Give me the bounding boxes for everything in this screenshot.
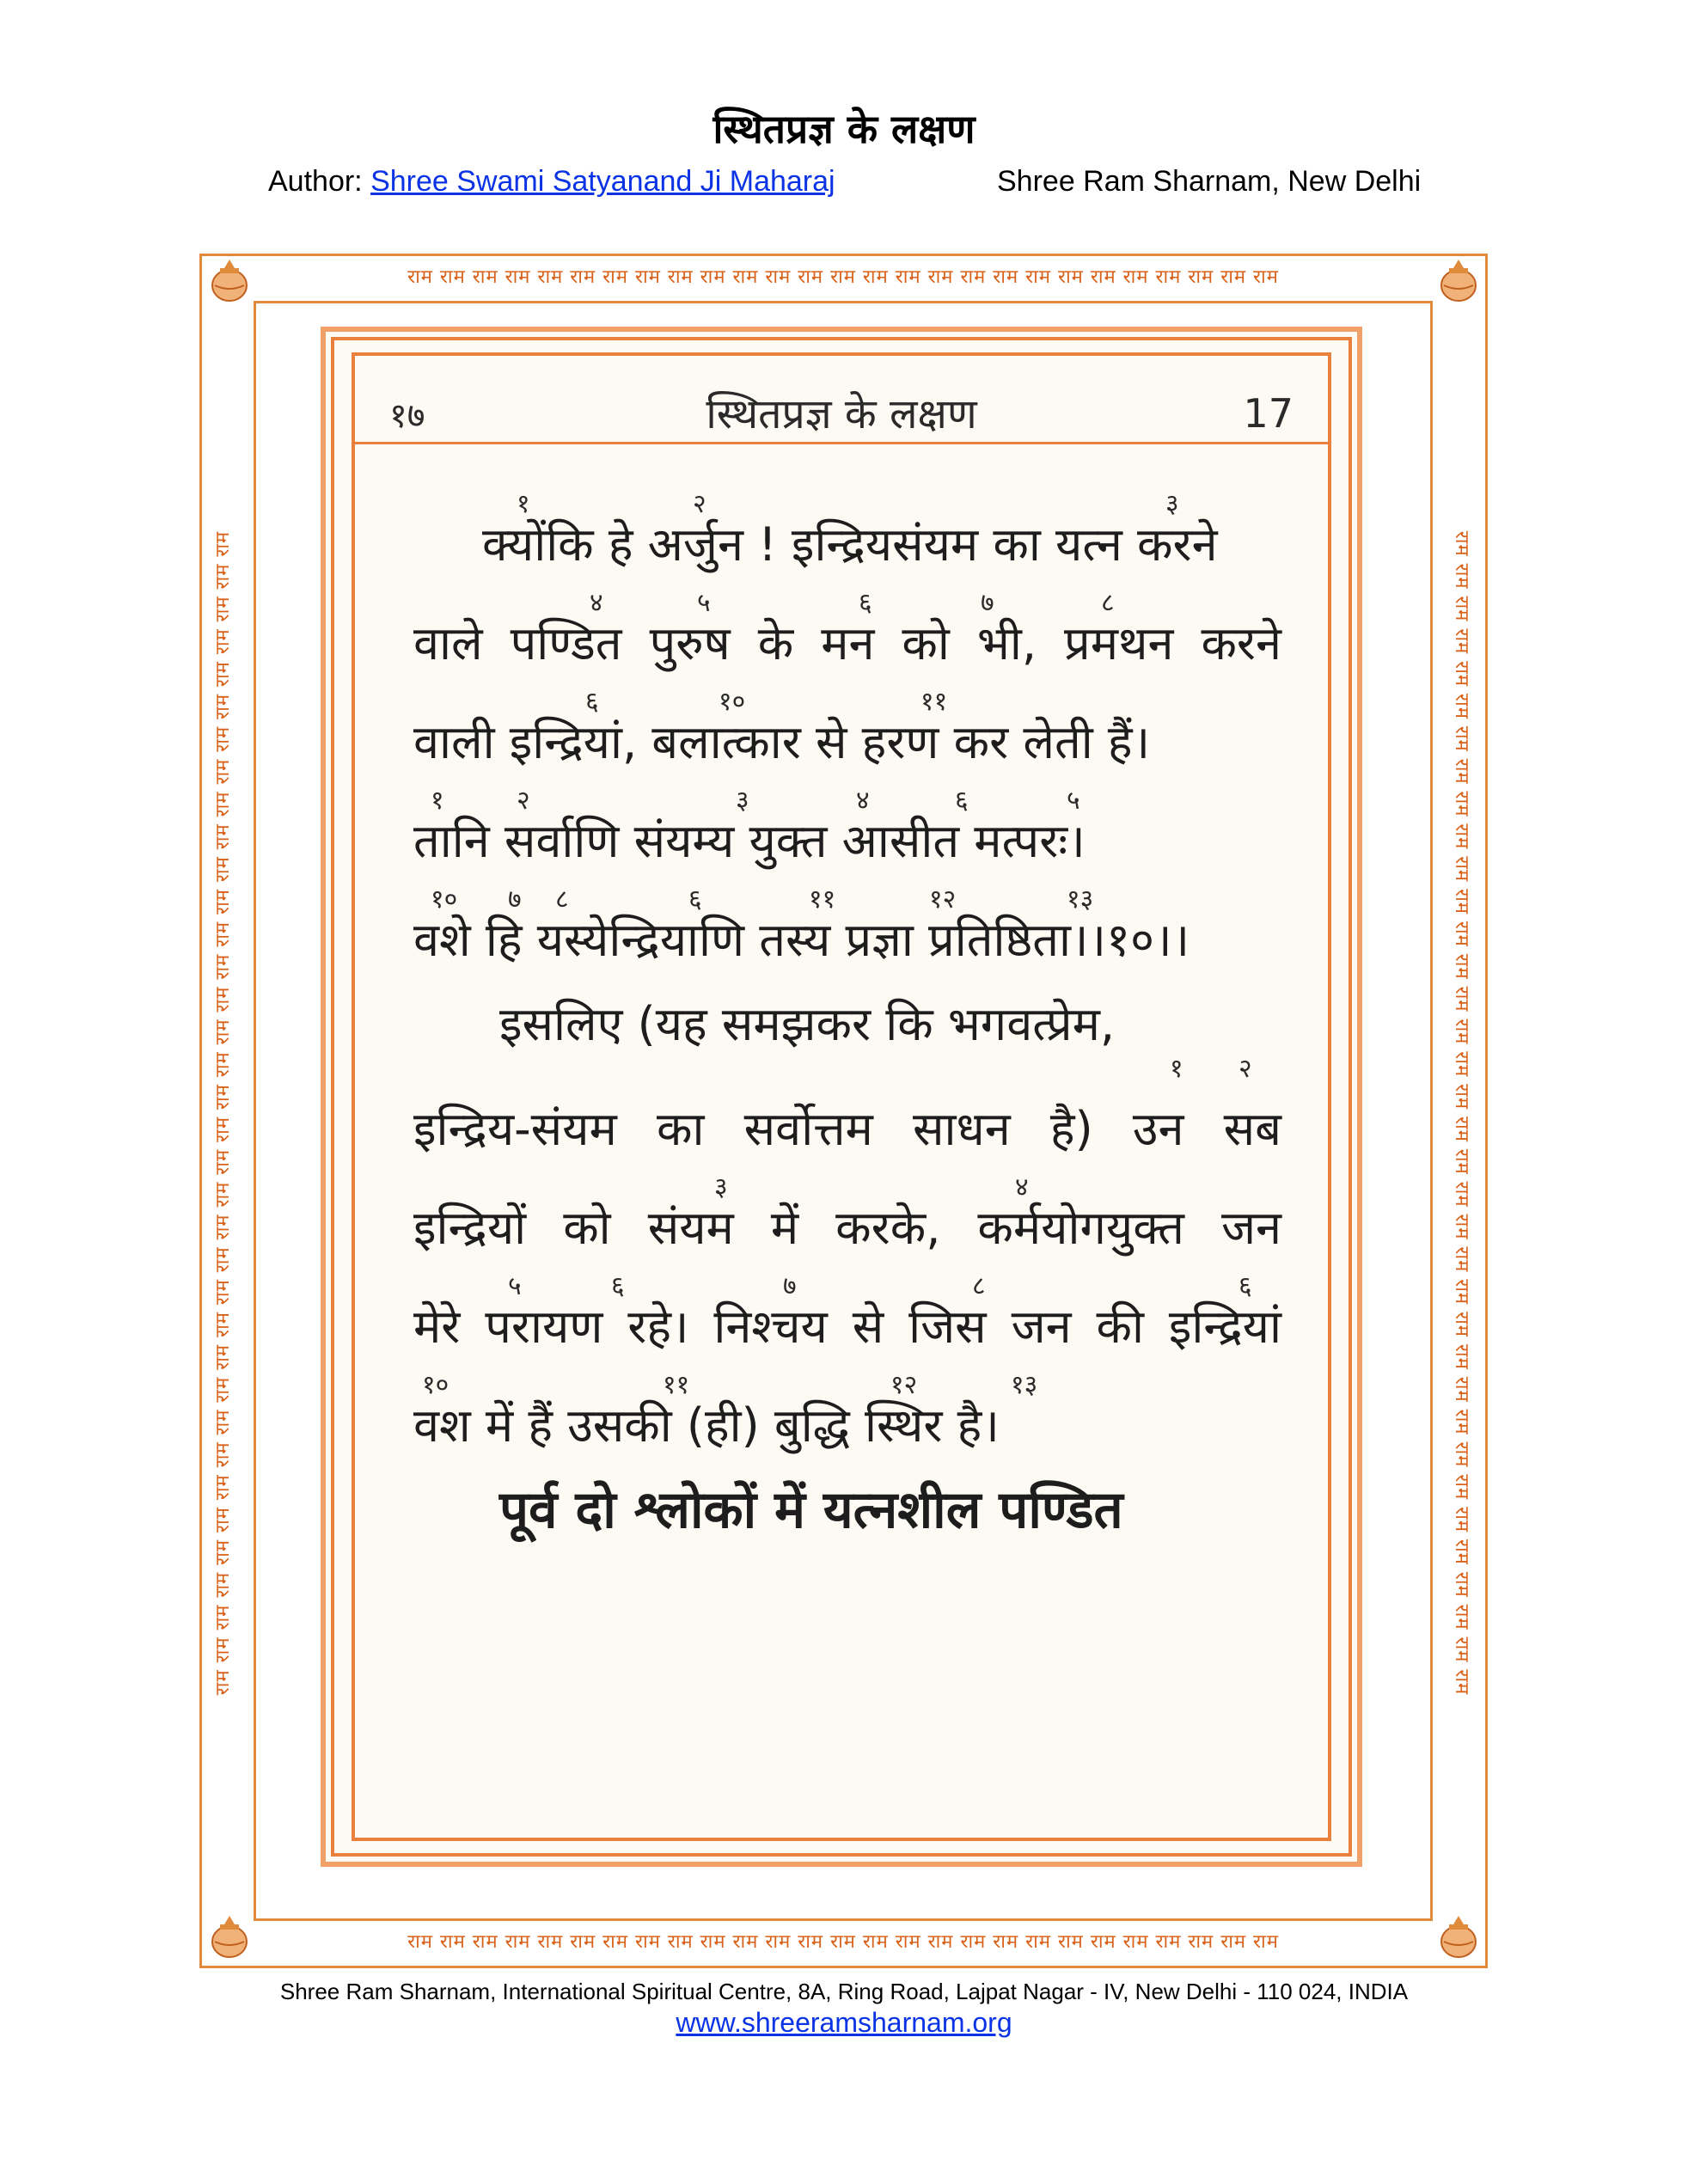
word-number: ६ <box>859 588 872 618</box>
author-link[interactable]: Shree Swami Satyanand Ji Maharaj <box>370 165 835 198</box>
verse-line <box>413 485 1281 570</box>
word-number: १२ <box>890 1370 918 1400</box>
ram-border-right: राम राम राम राम राम राम राम राम राम राम राम राम राम राम राम राम राम राम राम राम राम राम राम राम राम राम राम राम राम राम राम राम राम राम राम राम <box>1451 530 1472 1696</box>
word-number: १० <box>422 1370 450 1400</box>
word-number: १३ <box>1067 884 1094 915</box>
organization-label: Shree Ram Sharnam, New Delhi <box>997 165 1422 198</box>
verse-line <box>413 1482 1281 1539</box>
verse-text: क्योंकि हे अर्जुन ! इन्द्रियसंयम का यत्न करने <box>482 517 1218 572</box>
ram-border-bottom: राम राम राम राम राम राम राम राम राम राम राम राम राम राम राम राम राम राम राम राम राम राम राम राम राम राम राम <box>407 1931 1279 1953</box>
word-number: १ <box>517 489 530 519</box>
book-page-title: स्थितप्रज्ञ के लक्षण <box>706 390 977 438</box>
word-number-row <box>413 880 1281 915</box>
word-number-row <box>413 1267 1281 1301</box>
author-line <box>268 165 835 199</box>
verse-text: वाले पण्डित पुरुष के मन को भी, प्रमथन करने <box>413 616 1281 670</box>
word-number: ८ <box>555 884 569 915</box>
word-number: ३ <box>714 1172 728 1202</box>
verse-line <box>413 999 1281 1084</box>
verse-line <box>413 584 1281 669</box>
word-number: ११ <box>809 884 836 915</box>
verse-line <box>413 1267 1281 1352</box>
word-number: ३ <box>1165 489 1179 519</box>
word-number: ११ <box>920 687 948 717</box>
book-page-scan <box>321 327 1362 1867</box>
word-number: ६ <box>585 687 599 717</box>
word-number: ७ <box>981 588 994 618</box>
book-page-number-hindi: १७ <box>389 396 425 436</box>
footer-address: Shree Ram Sharnam, International Spiritual Centre, 8A, Ring Road, Lajpat Nagar - IV, New Delhi - 110 024, INDIA <box>279 1979 1409 2004</box>
word-number: १० <box>719 687 746 717</box>
word-number-row <box>413 485 1281 519</box>
book-page-number: 17 <box>1243 390 1294 437</box>
word-number-row <box>413 682 1281 717</box>
word-number: १३ <box>1011 1370 1038 1400</box>
word-number-row <box>413 1366 1281 1400</box>
verse-text: मेरे परायण रहे। निश्चय से जिस जन की इन्द्रियां <box>413 1300 1281 1354</box>
word-number: ५ <box>508 1271 522 1301</box>
word-number: १ <box>1170 1054 1183 1085</box>
word-number-row <box>413 1049 1281 1084</box>
verse-text: इसलिए (यह समझकर कि भगवत्प्रेम, <box>499 997 1116 1051</box>
book-page-inner-border <box>352 352 1331 1841</box>
word-number: २ <box>517 786 530 816</box>
word-number: ६ <box>688 884 702 915</box>
word-number: ५ <box>1067 786 1080 816</box>
verse-line <box>413 1168 1281 1253</box>
kalash-pot-icon <box>1434 256 1483 306</box>
word-number: १२ <box>929 884 957 915</box>
word-number: ४ <box>1015 1172 1029 1202</box>
word-number-row <box>413 1168 1281 1202</box>
website-link[interactable]: www.shreeramsharnam.org <box>676 2007 1012 2038</box>
verse-text: पूर्व दो श्लोकों में यत्नशील पण्डित <box>499 1480 1123 1540</box>
word-number: ८ <box>1101 588 1115 618</box>
word-number: २ <box>693 489 706 519</box>
kalash-pot-icon <box>205 1912 254 1962</box>
verse-text: वश में हैं उसकी (ही) बुद्धि स्थिर है। <box>413 1398 1000 1453</box>
verse-text: इन्द्रियों को संयम में करके, कर्मयोगयुक्त जन <box>413 1201 1281 1255</box>
author-prefix: Author: <box>268 165 371 198</box>
verse-line <box>413 1104 1281 1154</box>
ram-border-left: राम राम राम राम राम राम राम राम राम राम राम राम राम राम राम राम राम राम राम राम राम राम राम राम राम राम राम राम राम राम राम राम राम राम राम राम <box>212 530 234 1696</box>
word-number: ६ <box>611 1271 625 1301</box>
word-number-row <box>413 584 1281 618</box>
word-number: ४ <box>590 588 603 618</box>
word-number: ६ <box>1238 1271 1252 1301</box>
word-number: ५ <box>697 588 711 618</box>
verse-text: इन्द्रिय-संयम का सर्वोत्तम साधन है) उन सब <box>413 1102 1281 1156</box>
word-number-row <box>413 781 1281 816</box>
word-number: ३ <box>736 786 749 816</box>
verse-line <box>413 880 1281 965</box>
word-number: १० <box>431 884 458 915</box>
word-number: ७ <box>783 1271 797 1301</box>
book-page-header <box>355 356 1328 444</box>
page-title: स्थितप्रज्ञ के लक्षण <box>713 106 975 152</box>
kalash-pot-icon <box>1434 1912 1483 1962</box>
verse-line <box>413 1366 1281 1451</box>
footer-website <box>0 2007 1688 2039</box>
word-number: ७ <box>508 884 522 915</box>
verse-text: वाली इन्द्रियां, बलात्कार से हरण कर लेती हैं। <box>413 715 1151 769</box>
verse-text: तानि सर्वाणि संयम्य युक्त आसीत मत्परः। <box>413 814 1086 868</box>
verse-line <box>413 781 1281 866</box>
word-number: ११ <box>663 1370 690 1400</box>
verse-text: वशे हि यस्येन्द्रियाणि तस्य प्रज्ञा प्रतिष्ठिता।।१०।। <box>413 913 1190 967</box>
word-number: ६ <box>955 786 969 816</box>
word-number: ८ <box>972 1271 986 1301</box>
word-number: ४ <box>856 786 870 816</box>
verse-line <box>413 682 1281 768</box>
kalash-pot-icon <box>205 256 254 306</box>
word-number: २ <box>1238 1054 1252 1085</box>
ram-border-top: राम राम राम राम राम राम राम राम राम राम राम राम राम राम राम राम राम राम राम राम राम राम राम राम राम राम राम <box>407 266 1279 288</box>
word-number: १ <box>431 786 444 816</box>
